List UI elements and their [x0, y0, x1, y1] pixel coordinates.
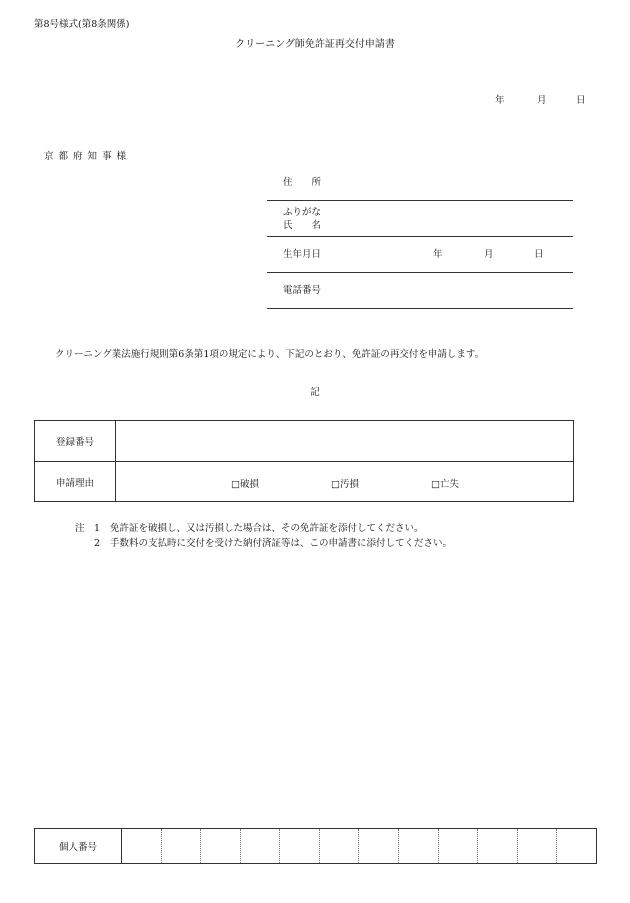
note-1-number: 1 — [94, 523, 101, 534]
reason-damaged-checkbox[interactable]: □破損 — [231, 479, 259, 490]
registration-number-label: 登録番号 — [35, 421, 116, 462]
personal-number-digit-cell[interactable] — [478, 829, 518, 863]
birth-day: 日 — [534, 249, 544, 260]
page-title: クリーニング師免許証再交付申請書 — [235, 39, 395, 50]
personal-number-digit-cell[interactable] — [241, 829, 281, 863]
birth-year: 年 — [433, 249, 443, 260]
address-line — [267, 200, 573, 201]
reason-row — [35, 462, 574, 502]
note-2-text: 手数料の支払時に交付を受けた納付済証等は、この申請書に添付してください。 — [110, 538, 453, 549]
address-field[interactable] — [330, 172, 568, 194]
personal-number-digit-cell[interactable] — [201, 829, 241, 863]
birthdate-field[interactable] — [340, 243, 568, 267]
note-2-number: 2 — [94, 538, 101, 549]
phone-label: 電話番号 — [283, 285, 322, 296]
reason-soiled-checkbox[interactable]: □汚損 — [331, 479, 359, 490]
address-label: 住 所 — [283, 177, 322, 188]
personal-number-digit-cell[interactable] — [518, 829, 558, 863]
notes-prefix: 注 — [75, 523, 85, 534]
form-number: 第8号様式(第8条関係) — [34, 19, 130, 30]
birthdate-label: 生年月日 — [283, 249, 322, 260]
registration-number-field[interactable] — [116, 421, 574, 462]
furigana-label: ふりがな — [283, 207, 322, 218]
name-label: 氏 名 — [283, 220, 322, 231]
reason-label: 申請理由 — [35, 462, 116, 502]
personal-number-box — [34, 828, 597, 864]
personal-number-digit-cell[interactable] — [359, 829, 399, 863]
birthdate-line — [267, 272, 573, 273]
personal-number-digit-cell[interactable] — [320, 829, 360, 863]
personal-number-digit-cell[interactable] — [557, 829, 596, 863]
name-field[interactable] — [330, 204, 568, 232]
name-line — [267, 236, 573, 237]
registration-table — [34, 420, 574, 502]
phone-field[interactable] — [340, 279, 568, 303]
personal-number-digit-cell[interactable] — [439, 829, 479, 863]
date-year: 年 — [495, 95, 505, 106]
reason-options — [116, 462, 574, 502]
note-1-text: 免許証を破損し、又は汚損した場合は、その免許証を添付してください。 — [110, 523, 424, 534]
personal-number-digit-cell[interactable] — [399, 829, 439, 863]
ki-heading: 記 — [310, 387, 320, 398]
statement: クリーニング業法施行規則第6条第1項の規定により、下記のとおり、免許証の再交付を申請します。 — [55, 349, 485, 360]
personal-number-digit-cell[interactable] — [162, 829, 202, 863]
reason-lost-checkbox[interactable]: □亡失 — [431, 479, 459, 490]
registration-row — [35, 421, 574, 462]
personal-number-digit-cell[interactable] — [280, 829, 320, 863]
addressee: 京 都 府 知 事 様 — [44, 151, 128, 162]
date-day: 日 — [576, 95, 586, 106]
date-month: 月 — [537, 95, 547, 106]
personal-number-digit-cell[interactable] — [122, 829, 162, 863]
personal-number-label: 個人番号 — [35, 829, 122, 863]
birth-month: 月 — [484, 249, 494, 260]
phone-line — [267, 308, 573, 309]
